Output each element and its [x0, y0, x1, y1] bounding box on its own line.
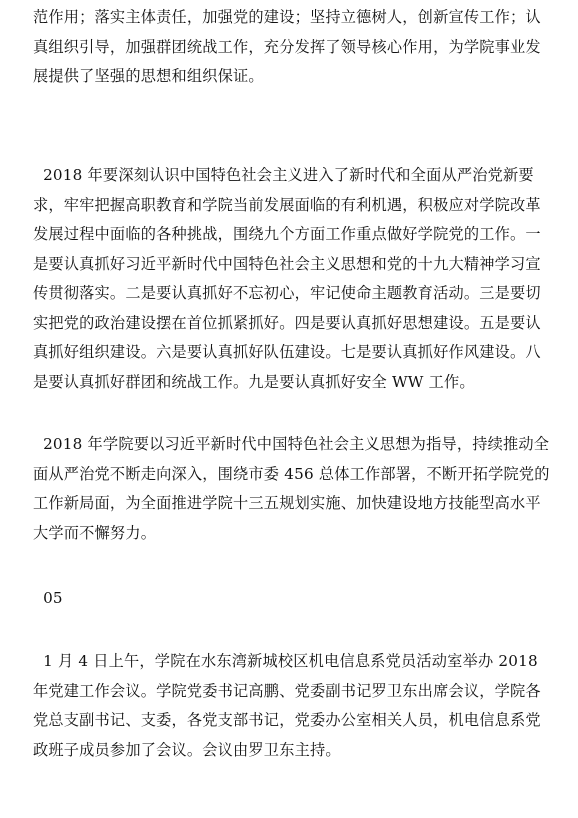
paragraph-party-building-summary: 范作用；落实主体责任，加强党的建设；坚持立德树人，创新宣传工作；认真组织引导，加强群团统战工作，充分发挥了领导核心作用，为学院事业发展提供了坚强的思想和组织保证。	[33, 8, 541, 85]
paragraph-2018-guiding-thought: 2018 年学院要以习近平新时代中国特色社会主义思想为指导，持续推动全面从严治党不断走向深入，围绕市委 456 总体工作部署，不断开拓学院党的工作新局面，为全面推进学院十三五规划实施、加快建设地方技能型高水平大学而不懈努力。	[33, 435, 550, 542]
paragraph-2018-nine-tasks: 2018 年要深刻认识中国特色社会主义进入了新时代和全面从严治党新要求，牢牢把握高职教育和学院当前发展面临的有利机遇，积极应对学院改革发展过程中面临的各种挑战，围绕九个方面工作重点做好学院党的工作。一是要认真抓好习近平新时代中国特色社会主义思想和党的十九大精神学习宣传贯彻落实。二是要认真抓好不忘初心，牢记使命主题教育活动。三是要切实把党的政治建设摆在首位抓紧抓好。四是要认真抓好思想建设。五是要认真抓好组织建设。六是要认真抓好队伍建设。七是要认真抓好作风建设。八是要认真抓好群团和统战工作。九是要认真抓好安全 WW 工作。	[33, 166, 541, 391]
section-number: 05	[33, 589, 63, 607]
paragraph-meeting-report: 1 月 4 日上午，学院在水东湾新城校区机电信息系党员活动室举办 2018 年党建工作会议。学院党委书记高鹏、党委副书记罗卫东出席会议，学院各党总支副书记、支委，各党支部书记，党委办公室相关人员，机电信息系党政班子成员参加了会议。会议由罗卫东主持。	[33, 652, 543, 759]
